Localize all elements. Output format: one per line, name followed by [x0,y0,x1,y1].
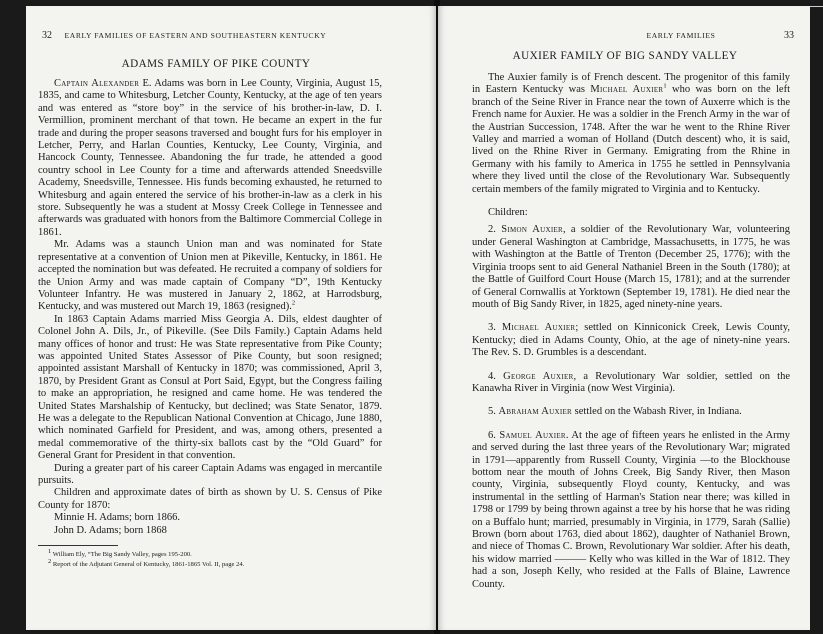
child-2-text: , a soldier of the Revolutionary War, volunteering under General Washington at Cambridge, Massachusetts, in 1775, he was with Washington at the Battle of Trenton (December 25, 1776); with the Virginia troops sent to aid General Nathaniel Breen in the South (1780); at the Battle of Guilford Court House (March 15, 1781); and at the surrender of General Cornwallis at Yorktown (September 19, 1781). He died near the mouth of Big Sandy River, in 1825, aged ninety-nine years. [472,224,790,310]
child-4-text: , a Revolutionary War soldier, settled on the Kanawha River in Virginia (now West Virginia). [472,370,791,394]
adams-paragraph-4: During a greater part of his career Captain Adams was engaged in mercantile pursuits. [38,462,382,486]
adams-paragraph-2 [38,239,382,313]
corner-line [809,6,823,7]
footnote-1-mark: 1 [48,547,52,555]
auxier-progenitor-name: Michael Auxier [590,84,664,96]
auxier-child-6 [472,430,790,591]
footnote-2-mark: 2 [48,557,52,565]
adams-lead-name: Captain Alexander [54,78,140,89]
child-4-number: 4. [488,370,496,382]
left-page-number: 32 [42,30,52,41]
child-4-name: George Auxier [503,370,574,382]
right-page [438,6,810,630]
footnote-rule [38,545,118,546]
footnote-1 [38,547,382,560]
auxier-intro-paragraph [472,72,790,196]
child-5-text: settled on the Wabash River, in Indiana. [574,406,742,418]
left-page [26,6,436,630]
auxier-child-2 [472,224,790,311]
adams-child-2: John D. Adams; born 1868 [54,524,167,536]
child-5-number: 5. [488,406,496,418]
adams-paragraph-1-text: E. Adams was born in Lee County, Virginia, August 15, 1835, and came to Whitesburg, Letcher County, Kentucky, at the age of ten years and was entered as “store boy” in the service of his brother-in-law, D. I. Vermillion, prominent merchant of that town. He became an expert in the fur trade and during the proper seasons traversed and bought furs for his employer in Letcher, Perry, and Harlan Counties, Kentucky, Lee County, Virginia, and Hancock County, Tennessee. Abandoning the fur trade, he attended a good country school in Lee County for a time and afterwards attended Sneedsville Academy, Sneedsville, Tennessee. His funds becoming exhausted, he returned to Whitesburg and again entered the service of his brother-in-law as a clerk in his store. Subsequently he was a student at Mossy Creek College in Tennessee and afterwards was graduated with honors from the Baltimore Commercial College in 1861. [38,78,382,238]
adams-paragraph-1 [38,78,382,239]
left-page-title: ADAMS FAMILY OF PIKE COUNTY [121,58,311,70]
auxier-child-5 [472,406,790,418]
footnote-2 [38,557,382,570]
right-running-head [538,30,794,41]
child-2-number: 2. [488,224,496,236]
auxier-child-3 [472,322,790,359]
auxier-intro-text-b: who was born on the left branch of the Seine River in France near the town of Auxerre which is the French name for Auxier. He was a soldier in the French Army in the war of the Austrian Succession, 1748. After the war he went to the Rhine River Valley and married a woman of Holland (Dutch descent) who, it is said, lived on the Rhine River in Germany. Emigrating from the Rhine in Germany with his family to America in 1755 he settled in Pennsylvania where they lived until the close of the Revolutionary War. Subsequently certain members of the family migrated to Virginia and to Kentucky. [472,84,791,195]
child-3-text: ; settled on Kinniconick Creek, Lewis County, Kentucky; died in Adams County, Ohio, at the age of ninety-nine years. The Rev. S. D. Grumbles is a descendant. [472,322,791,359]
child-6-number: 6. [488,429,496,441]
child-6-text: . At the age of fifteen years he enlisted in the Army and served during the last three years of the Revolutionary War; migrated in 1791—apparently from Russell County, Virginia —to the Blockhouse bottom near the mouth of Johns Creek, Big Sandy River, then Mason county, Virginia, subsequently Floyd county, Kentucky, and was instrumental in the settling of Harman's Station near there; was killed in 1798 or 1799 by being thrown against a tree by his horse that he was riding on a Buffalo hunt; married, presumably in Virginia, in 1779, Sarah (Sallie) Brown (born about 1763, died about 1862), daughter of Nathaniel Brown, and niece of Thomas C. Brown, Revolutionary War soldier. After his death, his widow married ——— Kelly who was killed in the War of 1812. They had a son, Joseph Kelly, who resided at the Falls of Blaine, Lawrence County. [472,429,791,590]
left-page-body [38,78,382,570]
child-2-name: Simon Auxier [501,224,563,236]
adams-paragraph-2-text: Mr. Adams was a staunch Union man and was nominated for State representative at a convention of Union men at Pikeville, Kentucky, in 1861. He accepted the nomination but was defeated. He recruited a company of soldiers for the Union Army and was made captain of Company “D”, 19th Kentucky Volunteer Infantry. He was mustered in January 2, 1862, at Harrodsburg, Kentucky, and was mustered out March 19, 1863 (resigned). [38,239,382,313]
child-3-name: Michael Auxier [501,322,576,334]
child-3-number: 3. [488,322,496,334]
adams-paragraph-3: In 1863 Captain Adams married Miss Georgia A. Dils, eldest daughter of Colonel John A. Dils, Jr., of Pikeville. (See Dils Family.) Captain Adams held many offices of honor and trust: He was State representative from Pike County; was appointed United States Assessor of Pike County, but soon resigned; appointed assistant Marshall of Kentucky in 1870; was commissioned, April 3, 1870, by President Grant as Consul at Port Said, Egypt, but the Congress failing to make an appropriation, he resigned and came home. He was tendered the United States Marshalship of Kentucky, but declined; was State Senator, 1879. He was a delegate to the Republican National Convention at Chicago, June 1880, which nominated Garfield for President, and was, among others, presented a medal commemorative of the thirty-six ballots cast by the “Old Guard” for General Grant for President in that convention. [38,313,382,462]
children-label: Children: [488,207,528,219]
adams-paragraph-5: Children and approximate dates of birth as shown by U. S. Census of Pike County for 1870: [38,487,382,511]
auxier-child-4 [472,371,790,396]
right-page-title: AUXIER FAMILY OF BIG SANDY VALLEY [512,50,738,62]
left-running-head [42,30,396,41]
left-running-head-text: EARLY FAMILIES OF EASTERN AND SOUTHEASTERN KENTUCKY [64,31,327,40]
auxier-footnote-mark: 1 [663,82,667,90]
child-5-name: Abraham Auxier [498,406,573,418]
right-page-body [472,72,790,591]
footnote-2-text: Report of the Adjutant General of Kentucky, 1861-1865 Vol. II, page 24. [52,561,245,569]
adams-child-1: Minnie H. Adams; born 1866. [54,512,180,524]
footnote-mark-2: 2 [291,299,296,307]
auxier-intro-text-a: The Auxier family is of French descent. The progenitor of this family in Eastern Kentucky was [472,72,790,96]
child-6-name: Samuel Auxier [499,429,566,441]
right-running-head-text: EARLY FAMILIES [646,31,716,40]
footnote-1-text: William Ely, “The Big Sandy Valley, pages 195-200. [52,551,192,559]
right-page-number: 33 [784,30,794,41]
